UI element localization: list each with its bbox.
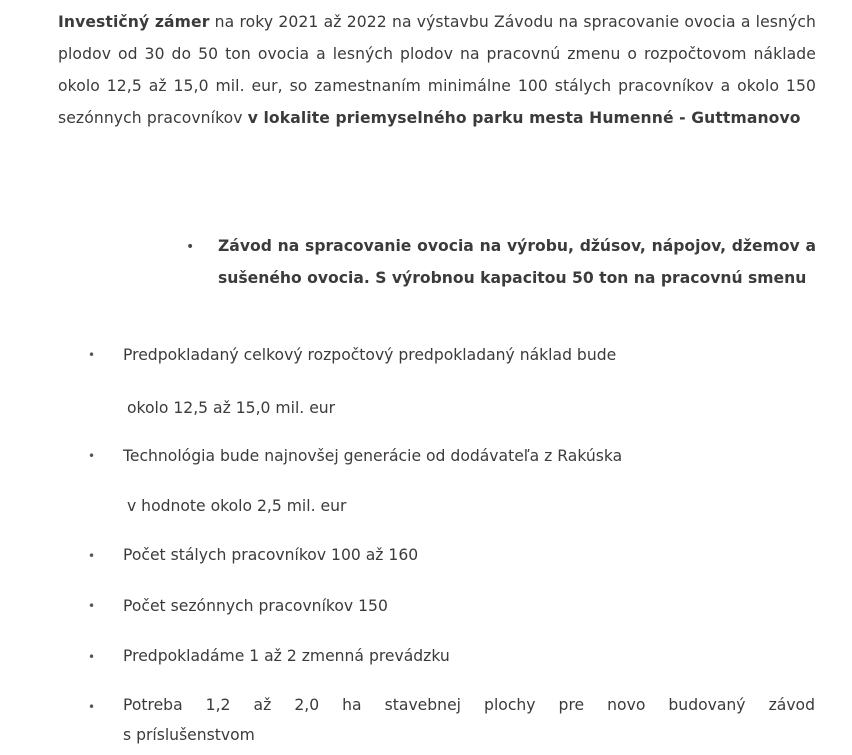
bullet-shifts: Predpokladáme 1 až 2 zmenná prevádzku [123,647,450,665]
bullet-area-line1: Potreba 1,2 až 2,0 ha stavebnej plochy pre novo budovaný závod [123,696,815,714]
bullet-technology-line2: v hodnote okolo 2,5 mil. eur [127,497,347,515]
bullet-icon: • [88,700,96,714]
bullet-icon: • [88,348,96,362]
feature-bullet-text: Závod na spracovanie ovocia na výrobu, džúsov, nápojov, džemov a sušeného ovocia. S výrobnou kapacitou 50 ton na pracovnú smenu [218,237,816,287]
bullet-seasonal-staff: Počet sezónnych pracovníkov 150 [123,597,388,615]
bullet-icon: • [88,650,96,664]
bullet-icon: • [88,599,96,613]
bullet-permanent-staff: Počet stálych pracovníkov 100 až 160 [123,546,419,564]
bullet-icon: • [186,239,195,255]
intro-bold-location: v lokalite priemyselného parku mesta Humenné - Guttmanovo [247,109,801,127]
bullet-budget-line1: Predpokladaný celkový rozpočtový predpokladaný náklad bude [123,346,617,364]
bullet-technology-line1: Technológia bude najnovšej generácie od dodávateľa z Rakúska [123,447,623,465]
intro-text: na roky 2021 až 2022 na výstavbu Závodu na spracovanie ovocia a lesných plodov od 30 do 50 ton ovocia a lesných plodov na pracovnú zmenu o rozpočtovom náklade okolo 12,5 až 15,0 mil. eur, so zamestnaním minimálne 100 stálych pracovníkov a okolo 150 sezónnych pracovníkov [58,13,816,127]
intro-bold-lead: Investičný zámer [58,13,210,31]
intro-paragraph [58,6,816,134]
bullet-budget-line2: okolo 12,5 až 15,0 mil. eur [127,399,336,417]
bullet-area-line2: s príslušenstvom [123,726,255,744]
bullet-icon: • [88,449,96,463]
bullet-icon: • [88,549,96,563]
